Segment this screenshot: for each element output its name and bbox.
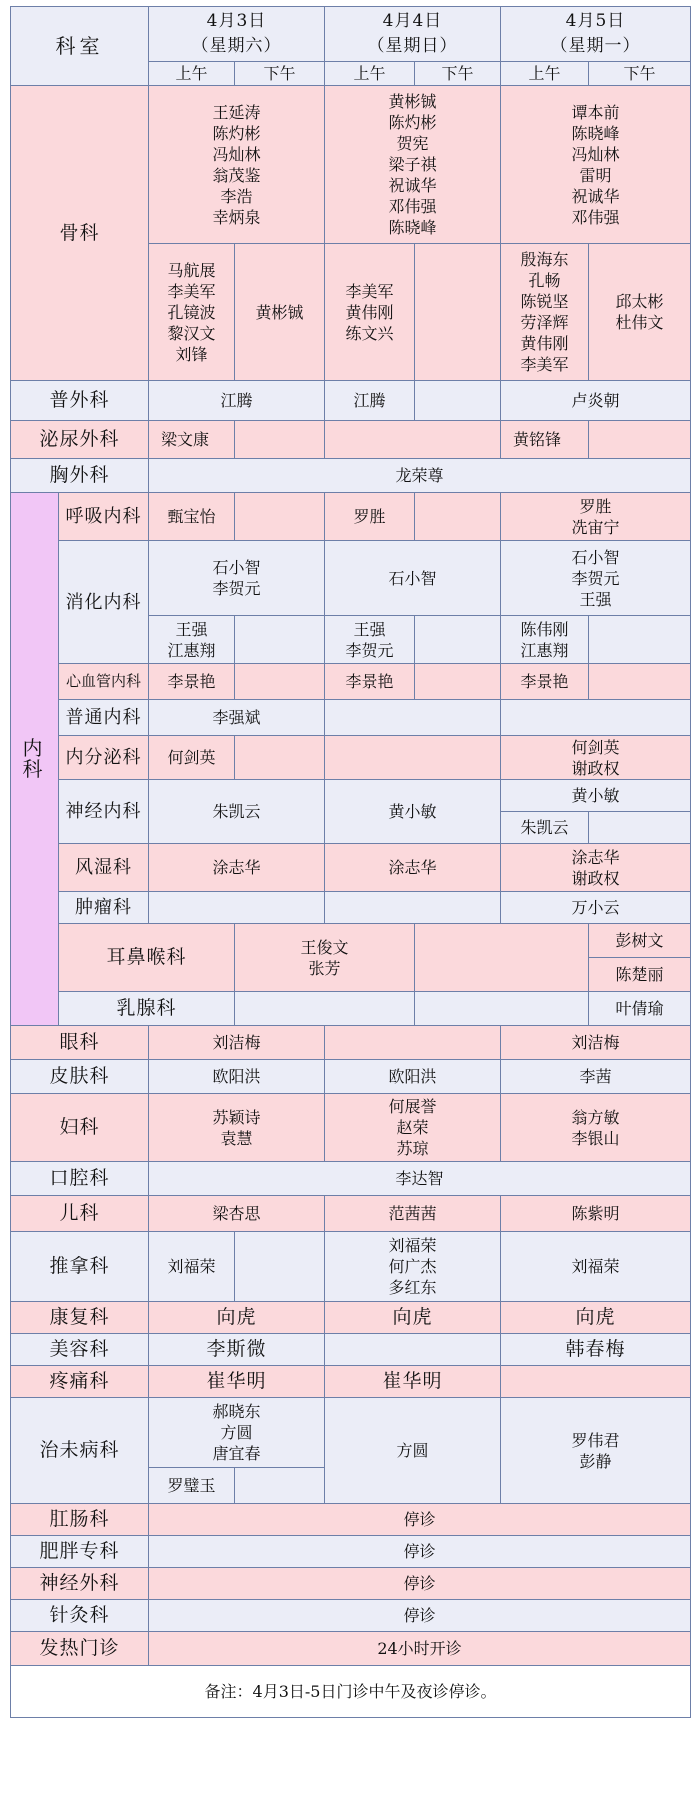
shenjing-d4: 黄小敏	[325, 780, 501, 844]
row-yanke	[11, 1026, 691, 1060]
pm-header: 下午	[235, 62, 325, 86]
guke-d5-am: 殷海东 孔畅 陈锐坚 劳泽辉 黄伟刚 李美军	[501, 244, 589, 381]
dept-tuina: 推拿科	[11, 1232, 149, 1302]
schedule-wrapper	[10, 6, 690, 1718]
huxi-d3-am: 甄宝怡	[149, 493, 235, 541]
meirong-d5: 韩春梅	[501, 1334, 691, 1366]
dept-erke: 儿科	[11, 1196, 149, 1232]
xinxueguan-d3-am: 李景艳	[149, 664, 235, 700]
guke-d5: 谭本前 陈晓峰 冯灿林 雷明 祝诚华 邓伟强	[501, 86, 691, 244]
huxi-d5: 罗胜 冼宙宁	[501, 493, 691, 541]
row-tuina	[11, 1232, 691, 1302]
pm-header: 下午	[589, 62, 691, 86]
zhongliu-d3	[149, 892, 325, 924]
dept-ruxian: 乳腺科	[59, 992, 235, 1026]
puwai-d4-pm	[415, 381, 501, 421]
tengtong-d3: 崔华明	[149, 1366, 325, 1398]
xinxueguan-d5-pm	[589, 664, 691, 700]
neifenmi-d5: 何剑英 谢政权	[501, 736, 691, 780]
row-huxi	[11, 493, 691, 541]
huxi-d4-pm	[415, 493, 501, 541]
miniao-d3-pm	[235, 421, 325, 459]
row-feipang	[11, 1536, 691, 1568]
dept-xiaohua: 消化内科	[59, 541, 149, 664]
shenjing-d5-am: 朱凯云	[501, 812, 589, 844]
miniao-d4	[325, 421, 501, 459]
dept-kouqiang: 口腔科	[11, 1162, 149, 1196]
fare-status: 24小时开诊	[149, 1632, 691, 1666]
zhiwei-d5: 罗伟君 彭静	[501, 1398, 691, 1504]
ruxian-d5-am: 叶倩瑜	[589, 992, 691, 1026]
am-header: 上午	[149, 62, 235, 86]
erke-d3: 梁杏思	[149, 1196, 325, 1232]
guke-d3-am: 马航展 李美军 孔镜波 黎汉文 刘锋	[149, 244, 235, 381]
fengshi-d4: 涂志华	[325, 844, 501, 892]
dept-fengshi: 风湿科	[59, 844, 149, 892]
zhongliu-d4	[325, 892, 501, 924]
pm-header: 下午	[415, 62, 501, 86]
erke-d5: 陈紫明	[501, 1196, 691, 1232]
row-tengtong	[11, 1366, 691, 1398]
shenjing-d5-pm	[589, 812, 691, 844]
tengtong-d4: 崔华明	[325, 1366, 501, 1398]
xiaohua-d3-am: 王强 江惠翔	[149, 616, 235, 664]
dept-neike: 内科	[11, 493, 59, 1026]
dept-huxi: 呼吸内科	[59, 493, 149, 541]
day-header-apr3: 4月3日 （星期六）	[149, 7, 325, 62]
dept-xinxueguan: 心血管内科	[59, 664, 149, 700]
row-meirong	[11, 1334, 691, 1366]
row-guke	[11, 86, 691, 244]
dept-kangfu: 康复科	[11, 1302, 149, 1334]
kangfu-d5: 向虎	[501, 1302, 691, 1334]
xiaohua-d4-pm	[415, 616, 501, 664]
dept-fare: 发热门诊	[11, 1632, 149, 1666]
gangchang-status: 停诊	[149, 1504, 691, 1536]
erbihou-d5-am: 陈楚丽	[589, 958, 691, 992]
zhiwei-d3-am: 罗璧玉	[149, 1468, 235, 1504]
clinic-schedule-table	[10, 6, 691, 1718]
guke-d4: 黄彬铖 陈灼彬 贺宪 梁子祺 祝诚华 邓伟强 陈晓峰	[325, 86, 501, 244]
row-zhiwei	[11, 1398, 691, 1468]
huxi-d3-pm	[235, 493, 325, 541]
row-shenjing	[11, 780, 691, 812]
tuina-d4: 刘福荣 何广杰 多红东	[325, 1232, 501, 1302]
meirong-d4	[325, 1334, 501, 1366]
erbihou-d3: 王俊文 张芳	[235, 924, 415, 992]
erbihou-d5-top: 彭树文	[589, 924, 691, 958]
xiaohua-d4-am: 王强 李贺元	[325, 616, 415, 664]
miniao-d3-am: 梁文康	[149, 421, 235, 459]
xinxueguan-d3-pm	[235, 664, 325, 700]
miniao-d5-am: 黄铭锋	[501, 421, 589, 459]
erke-d4: 范茜茜	[325, 1196, 501, 1232]
putong-d3: 李强斌	[149, 700, 325, 736]
xiaohua-d5-pm	[589, 616, 691, 664]
dept-xiongwai: 胸外科	[11, 459, 149, 493]
xiaohua-d3-pm	[235, 616, 325, 664]
day-header-apr4: 4月4日 （星期日）	[325, 7, 501, 62]
tuina-d5: 刘福荣	[501, 1232, 691, 1302]
row-note	[11, 1666, 691, 1718]
guke-d4-pm	[415, 244, 501, 381]
ruxian-d3	[235, 992, 415, 1026]
header-row	[11, 7, 691, 62]
puwai-d3: 江腾	[149, 381, 325, 421]
ruxian-d4	[415, 992, 589, 1026]
row-xinxueguan	[11, 664, 691, 700]
xinxueguan-d5-am: 李景艳	[501, 664, 589, 700]
pifu-d4: 欧阳洪	[325, 1060, 501, 1094]
row-kangfu	[11, 1302, 691, 1334]
row-kouqiang	[11, 1162, 691, 1196]
dept-zhiwei: 治未病科	[11, 1398, 149, 1504]
xinxueguan-d4-pm	[415, 664, 501, 700]
dept-yanke: 眼科	[11, 1026, 149, 1060]
guke-d3: 王延涛 陈灼彬 冯灿林 翁茂鉴 李浩 幸炳泉	[149, 86, 325, 244]
row-ruxian	[11, 992, 691, 1026]
row-neifenmi	[11, 736, 691, 780]
putong-d5	[501, 700, 691, 736]
xinxueguan-d4-am: 李景艳	[325, 664, 415, 700]
dept-meirong: 美容科	[11, 1334, 149, 1366]
dept-header: 科室	[11, 7, 149, 86]
yanke-d5: 刘洁梅	[501, 1026, 691, 1060]
row-erke	[11, 1196, 691, 1232]
fengshi-d3: 涂志华	[149, 844, 325, 892]
dept-miniao: 泌尿外科	[11, 421, 149, 459]
schedule-note: 备注：4月3日-5日门诊中午及夜诊停诊。	[11, 1666, 691, 1718]
feipang-status: 停诊	[149, 1536, 691, 1568]
row-shenjingwai	[11, 1568, 691, 1600]
guke-d4-am: 李美军 黄伟刚 练文兴	[325, 244, 415, 381]
neifenmi-d3-am: 何剑英	[149, 736, 235, 780]
zhenjiu-status: 停诊	[149, 1600, 691, 1632]
row-miniao	[11, 421, 691, 459]
fuke-d3: 苏颖诗 袁慧	[149, 1094, 325, 1162]
kouqiang-all: 李达智	[149, 1162, 691, 1196]
putong-d4	[325, 700, 501, 736]
row-gangchang	[11, 1504, 691, 1536]
dept-pifu: 皮肤科	[11, 1060, 149, 1094]
row-putong	[11, 700, 691, 736]
shenjing-d3: 朱凯云	[149, 780, 325, 844]
puwai-d4-am: 江腾	[325, 381, 415, 421]
kangfu-d3: 向虎	[149, 1302, 325, 1334]
neifenmi-d4	[325, 736, 501, 780]
pifu-d3: 欧阳洪	[149, 1060, 325, 1094]
row-pifu	[11, 1060, 691, 1094]
dept-zhenjiu: 针灸科	[11, 1600, 149, 1632]
tuina-d3-pm	[235, 1232, 325, 1302]
kangfu-d4: 向虎	[325, 1302, 501, 1334]
xiaohua-d5-am: 陈伟刚 江惠翔	[501, 616, 589, 664]
yanke-d4	[325, 1026, 501, 1060]
zhongliu-d5: 万小云	[501, 892, 691, 924]
shenjing-d5-top: 黄小敏	[501, 780, 691, 812]
dept-gangchang: 肛肠科	[11, 1504, 149, 1536]
huxi-d4-am: 罗胜	[325, 493, 415, 541]
zhiwei-d3-pm	[235, 1468, 325, 1504]
dept-tengtong: 疼痛科	[11, 1366, 149, 1398]
xiongwai-all: 龙荣尊	[149, 459, 691, 493]
guke-d3-pm: 黄彬铖	[235, 244, 325, 381]
row-puwai	[11, 381, 691, 421]
dept-erbihou: 耳鼻喉科	[59, 924, 235, 992]
guke-d5-pm: 邱太彬 杜伟文	[589, 244, 691, 381]
miniao-d5-pm	[589, 421, 691, 459]
row-fuke	[11, 1094, 691, 1162]
dept-fuke: 妇科	[11, 1094, 149, 1162]
row-zhenjiu	[11, 1600, 691, 1632]
yanke-d3: 刘洁梅	[149, 1026, 325, 1060]
day-header-apr5: 4月5日 （星期一）	[501, 7, 691, 62]
zhiwei-d3: 郝晓东 方圆 唐宜春	[149, 1398, 325, 1468]
fuke-d4: 何展誉 赵荣 苏琼	[325, 1094, 501, 1162]
tengtong-d5	[501, 1366, 691, 1398]
shenjingwai-status: 停诊	[149, 1568, 691, 1600]
fuke-d5: 翁方敏 李银山	[501, 1094, 691, 1162]
dept-putong: 普通内科	[59, 700, 149, 736]
dept-shenjingwai: 神经外科	[11, 1568, 149, 1600]
row-xiongwai	[11, 459, 691, 493]
row-fengshi	[11, 844, 691, 892]
row-fare	[11, 1632, 691, 1666]
dept-feipang: 肥胖专科	[11, 1536, 149, 1568]
dept-shenjing: 神经内科	[59, 780, 149, 844]
dept-zhongliu: 肿瘤科	[59, 892, 149, 924]
row-xiaohua	[11, 541, 691, 616]
zhiwei-d4: 方圆	[325, 1398, 501, 1504]
xiaohua-d5: 石小智 李贺元 王强	[501, 541, 691, 616]
puwai-d5: 卢炎朝	[501, 381, 691, 421]
tuina-d3-am: 刘福荣	[149, 1232, 235, 1302]
row-erbihou	[11, 924, 691, 958]
xiaohua-d4: 石小智	[325, 541, 501, 616]
xiaohua-d3: 石小智 李贺元	[149, 541, 325, 616]
neifenmi-d3-pm	[235, 736, 325, 780]
dept-neifenmi: 内分泌科	[59, 736, 149, 780]
dept-puwai: 普外科	[11, 381, 149, 421]
row-zhongliu	[11, 892, 691, 924]
pifu-d5: 李茜	[501, 1060, 691, 1094]
am-header: 上午	[325, 62, 415, 86]
am-header: 上午	[501, 62, 589, 86]
erbihou-d4	[415, 924, 589, 992]
fengshi-d5: 涂志华 谢政权	[501, 844, 691, 892]
dept-guke: 骨科	[11, 86, 149, 381]
meirong-d3: 李斯微	[149, 1334, 325, 1366]
